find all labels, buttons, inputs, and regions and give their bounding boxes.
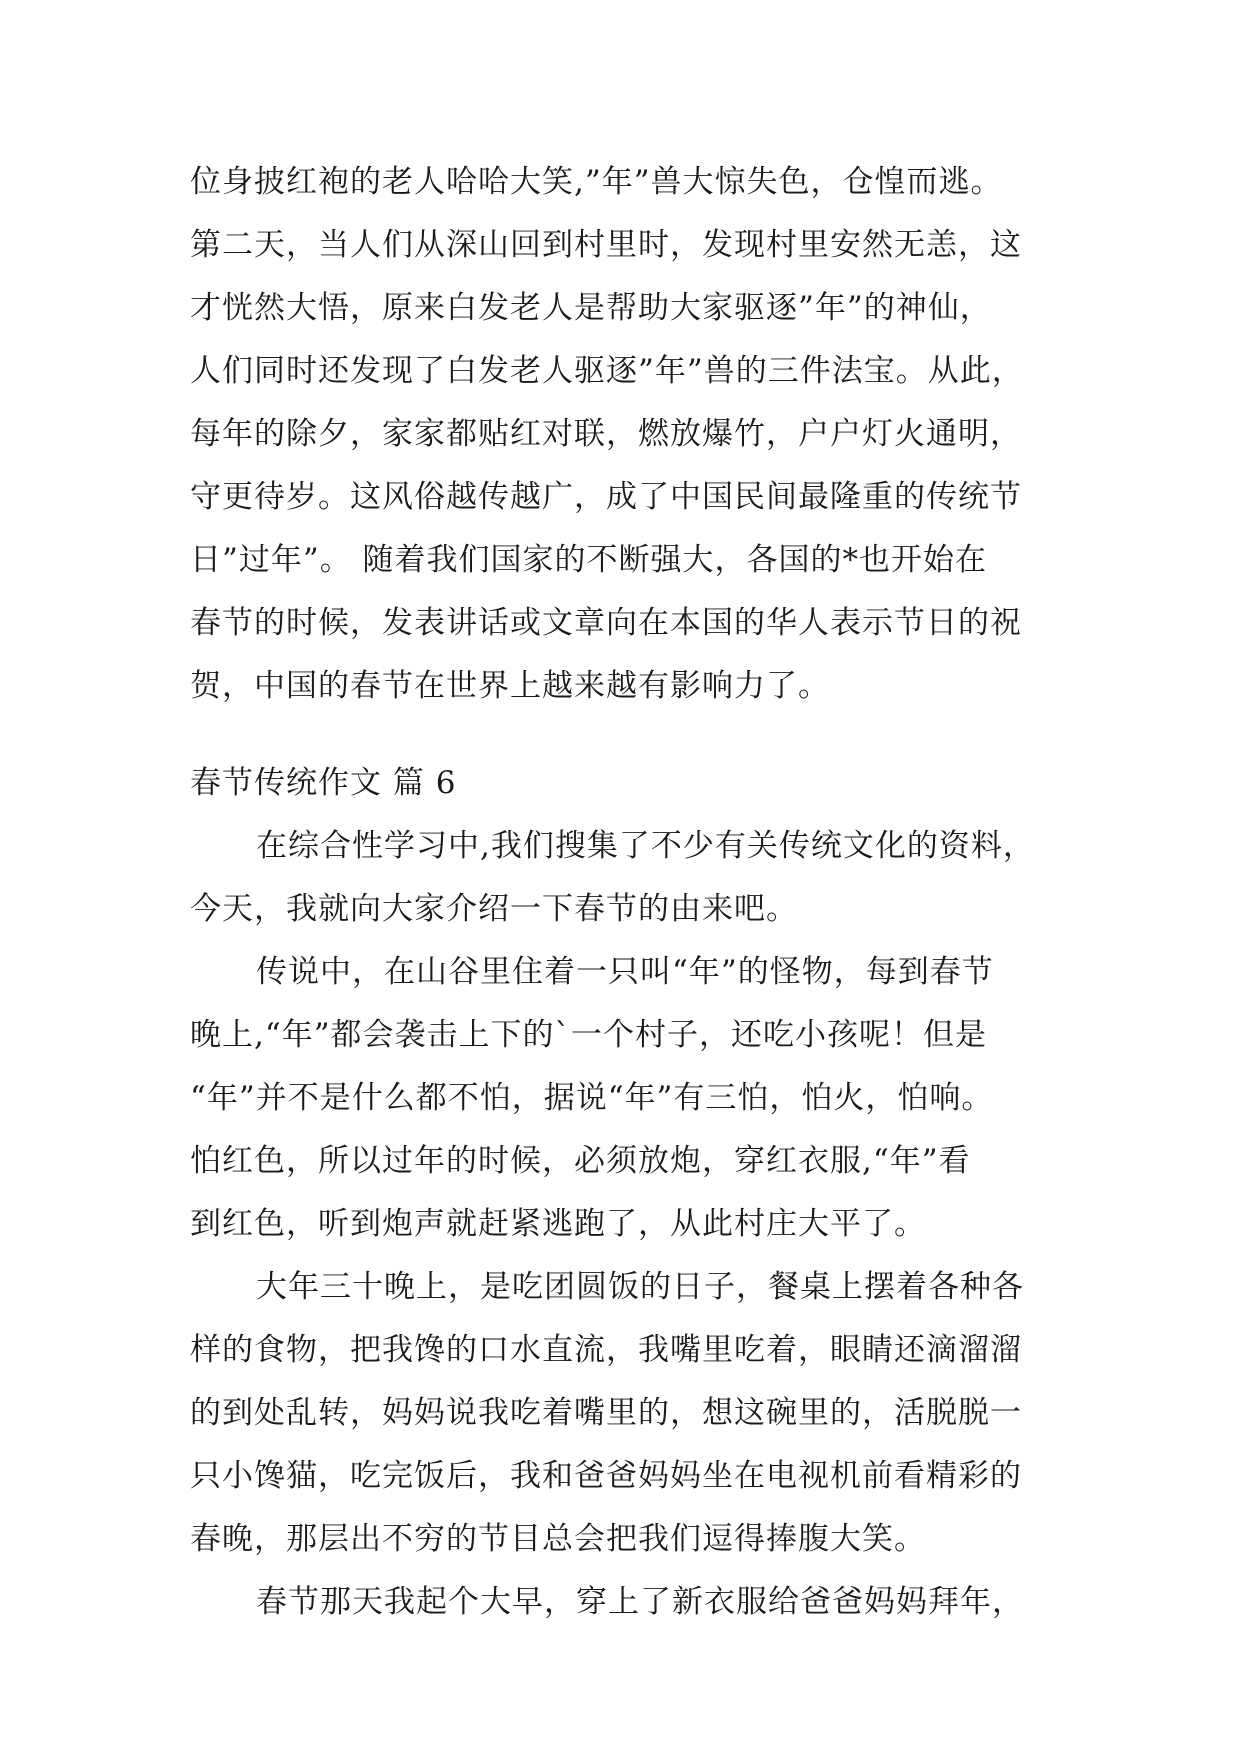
text-line: 的到处乱转，妈妈说我吃着嘴里的，想这碗里的，活脱脱一: [190, 1395, 1022, 1431]
text-line: 今天，我就向大家介绍一下春节的由来吧。: [190, 891, 798, 927]
text-line: 人们同时还发现了白发老人驱逐”年”兽的三件法宝。从此，: [190, 353, 1024, 389]
text-line: 春节那天我起个大早，穿上了新衣服给爸爸妈妈拜年，: [256, 1584, 1024, 1620]
section-title: 春节传统作文 篇 6: [190, 765, 457, 801]
text-line: 贺，中国的春节在世界上越来越有影响力了。: [190, 668, 830, 704]
text-line: 在综合性学习中,我们搜集了不少有关传统文化的资料，: [256, 828, 1035, 864]
text-line: 只小馋猫，吃完饭后，我和爸爸妈妈坐在电视机前看精彩的: [190, 1458, 1022, 1494]
text-line: 守更待岁。这风俗越传越广，成了中国民间最隆重的传统节: [190, 479, 1022, 515]
text-line: 第二天，当人们从深山回到村里时，发现村里安然无恙，这: [190, 227, 1022, 263]
text-line: 每年的除夕，家家都贴红对联，燃放爆竹，户户灯火通明，: [190, 416, 1022, 452]
text-line: 传说中，在山谷里住着一只叫“年”的怪物，每到春节: [256, 954, 994, 990]
text-line: 样的食物，把我馋的口水直流，我嘴里吃着，眼睛还滴溜溜: [190, 1332, 1022, 1368]
text-line: “年”并不是什么都不怕，据说“年”有三怕，怕火，怕响。: [190, 1080, 994, 1116]
text-line: 日”过年”。 随着我们国家的不断强大，各国的*也开始在: [190, 542, 988, 578]
text-line: 位身披红袍的老人哈哈大笑,”年”兽大惊失色，仓惶而逃。: [190, 164, 1003, 200]
text-line: 晚上,“年”都会袭击上下的`一个村子，还吃小孩呢！但是: [190, 1017, 988, 1053]
text-line: 大年三十晚上，是吃团圆饭的日子，餐桌上摆着各种各: [256, 1269, 1024, 1305]
text-line: 春节的时候，发表讲话或文章向在本国的华人表示节日的祝: [190, 605, 1022, 641]
text-line: 到红色，听到炮声就赶紧逃跑了，从此村庄大平了。: [190, 1206, 926, 1242]
text-line: 春晚，那层出不穷的节目总会把我们逗得捧腹大笑。: [190, 1521, 926, 1557]
text-line: 才恍然大悟，原来白发老人是帮助大家驱逐”年”的神仙，: [190, 290, 992, 326]
text-line: 怕红色，所以过年的时候，必须放炮，穿红衣服,“年”看: [190, 1143, 971, 1179]
